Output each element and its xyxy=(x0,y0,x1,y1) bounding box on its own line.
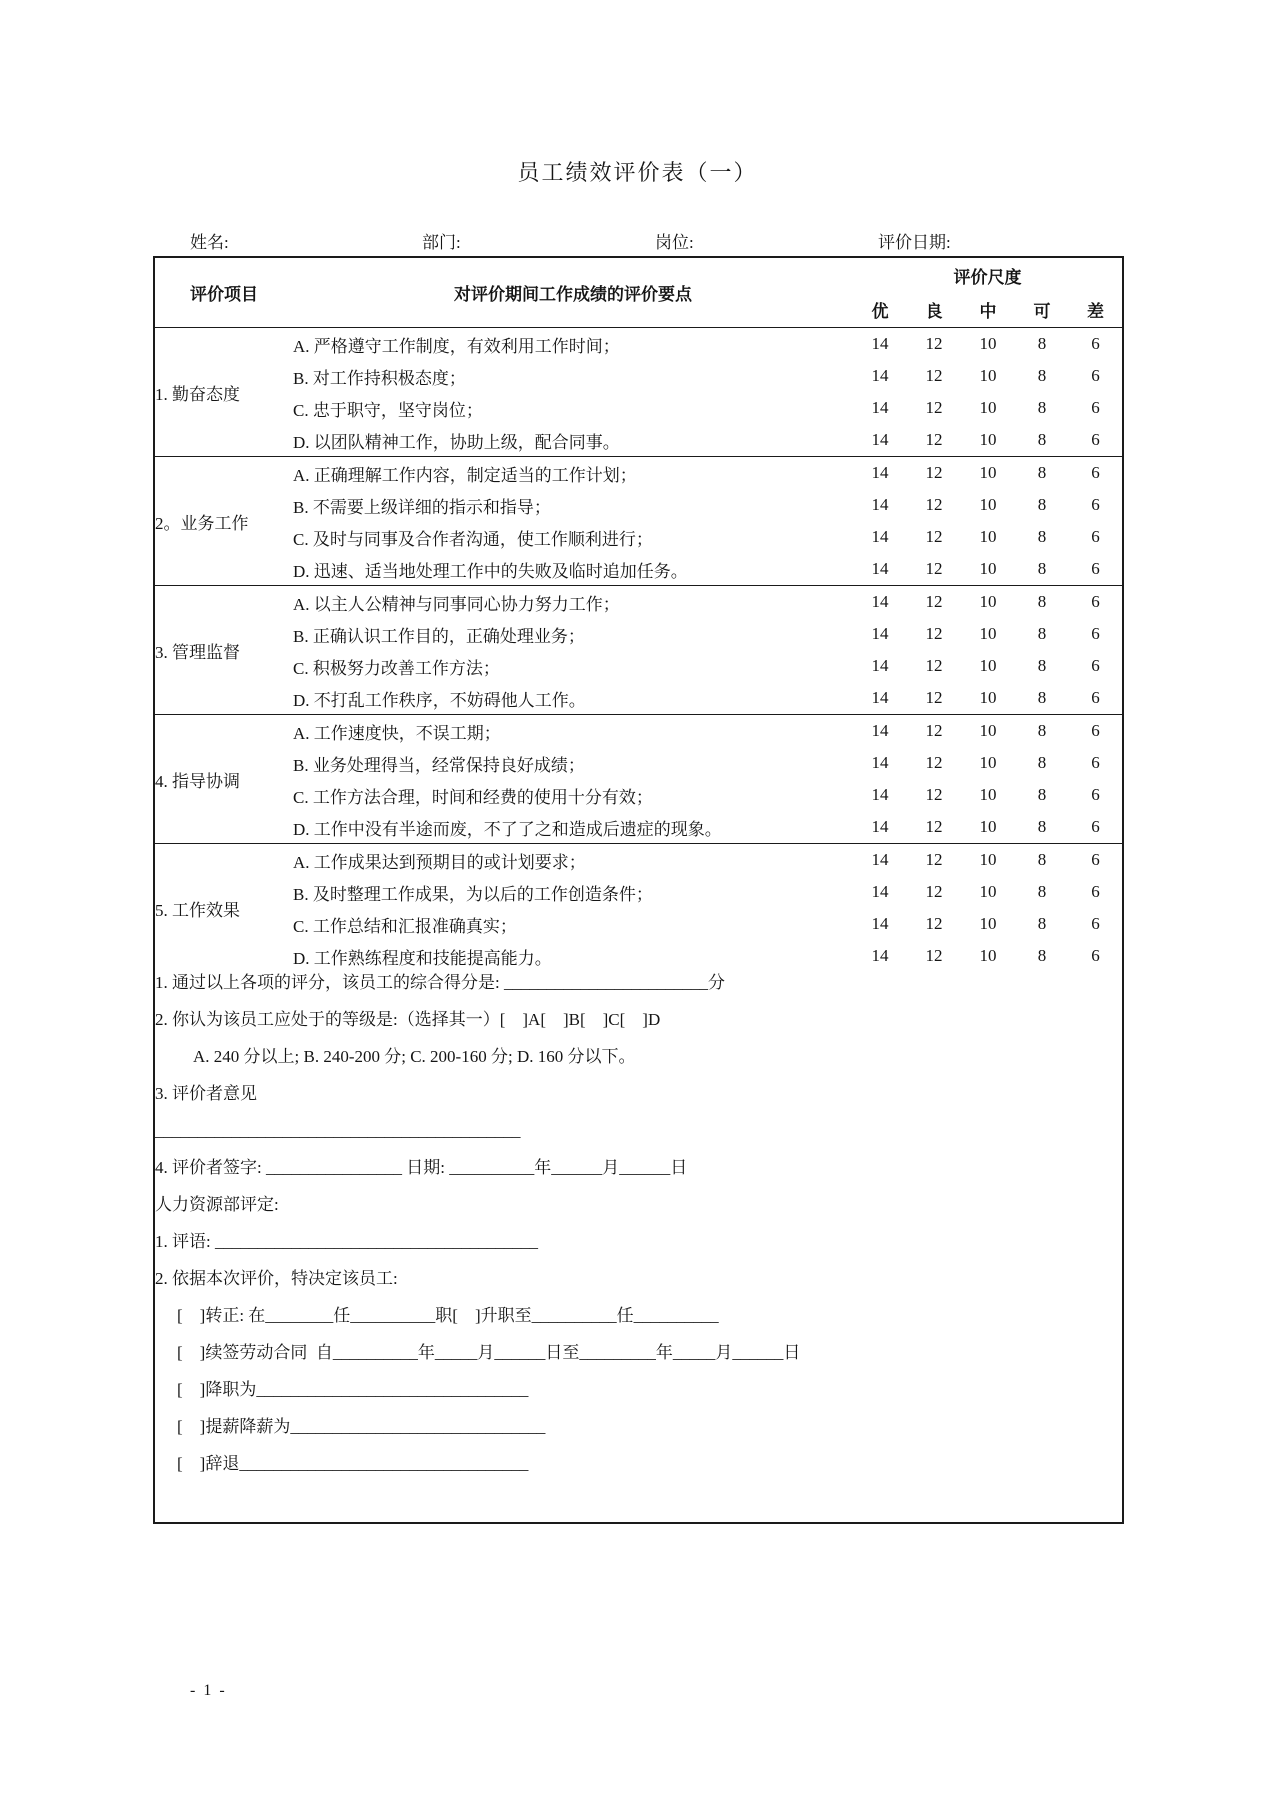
position-label: 岗位: xyxy=(655,233,694,252)
score-value: 10 xyxy=(961,328,1015,361)
score-value: 10 xyxy=(979,527,997,546)
criterion-text: A. 工作速度快，不误工期； xyxy=(293,715,853,748)
score-value: 14 xyxy=(871,914,889,933)
criterion-text: A. 工作成果达到预期目的或计划要求； xyxy=(293,844,853,877)
score-value: 14 xyxy=(853,715,907,748)
criterion-text: C. 及时与同事及合作者沟通，使工作顺利进行； xyxy=(293,529,653,549)
score-value: 12 xyxy=(925,946,943,965)
opinion-blank-line: ___________________________________________ xyxy=(155,1121,521,1140)
table-row xyxy=(154,715,1123,748)
score-value: 10 xyxy=(979,366,997,385)
score-value: 12 xyxy=(925,430,943,449)
meta-row xyxy=(0,228,1280,252)
criterion-text: C. 工作总结和汇报准确真实； xyxy=(293,916,517,936)
name-label: 姓名: xyxy=(190,233,229,252)
column-header-criteria: 对评价期间工作成绩的评价要点 xyxy=(454,285,692,304)
score-value: 10 xyxy=(979,946,997,965)
score-value: 10 xyxy=(979,495,997,514)
score-value: 6 xyxy=(1069,457,1123,490)
criterion-text: C. 积极努力改善工作方法； xyxy=(293,658,500,678)
score-value: 12 xyxy=(907,328,961,361)
criterion-text: B. 不需要上级详细的指示和指导； xyxy=(293,497,551,517)
score-value: 12 xyxy=(907,715,961,748)
score-value: 6 xyxy=(1091,817,1100,836)
score-value: 12 xyxy=(925,882,943,901)
section-label: 3. 管理监督 xyxy=(154,586,293,715)
score-value: 8 xyxy=(1037,753,1047,772)
score-value: 6 xyxy=(1091,753,1100,772)
table-row xyxy=(154,908,1123,940)
table-row xyxy=(154,844,1123,877)
hr-comment-line: 1. 评语: ______________________________________ xyxy=(155,1232,538,1251)
hr-assessment-label: 人力资源部评定: xyxy=(155,1195,279,1214)
page-title: 员工绩效评价表（一） xyxy=(517,160,758,185)
score-value: 8 xyxy=(1037,817,1047,836)
score-value: 12 xyxy=(925,398,943,417)
table-header-row xyxy=(154,257,1123,292)
score-value: 10 xyxy=(979,430,997,449)
score-value: 14 xyxy=(871,495,889,514)
score-value: 14 xyxy=(871,527,889,546)
score-value: 6 xyxy=(1091,527,1100,546)
criterion-text: D. 迅速、适当地处理工作中的失败及临时追加任务。 xyxy=(293,561,688,581)
score-value: 12 xyxy=(907,457,961,490)
decision-confirm-line: [ ]转正: 在________任__________职[ ]升职至__________任__________ xyxy=(177,1306,719,1325)
section-label: 1. 勤奋态度 xyxy=(154,328,293,457)
score-value: 12 xyxy=(907,844,961,877)
score-value: 14 xyxy=(871,753,889,772)
table-row xyxy=(154,779,1123,811)
score-value: 8 xyxy=(1037,882,1047,901)
criterion-text: A. 正确理解工作内容，制定适当的工作计划； xyxy=(293,457,853,490)
score-value: 14 xyxy=(871,946,889,965)
table-row xyxy=(154,553,1123,586)
table-row xyxy=(154,489,1123,521)
score-value: 14 xyxy=(871,882,889,901)
score-value: 8 xyxy=(1037,914,1047,933)
score-value: 8 xyxy=(1037,624,1047,643)
evaluator-signature-line: 4. 评价者签字: ________________ 日期: __________年______月______日 xyxy=(155,1158,688,1177)
criterion-text: D. 以团队精神工作，协助上级，配合同事。 xyxy=(293,432,620,452)
score-value: 10 xyxy=(961,844,1015,877)
criterion-text: A. 严格遵守工作制度，有效利用工作时间； xyxy=(293,328,853,361)
score-value: 6 xyxy=(1091,495,1100,514)
scale-header: 评价尺度 xyxy=(953,267,1022,287)
score-value: 14 xyxy=(871,559,889,578)
score-value: 8 xyxy=(1037,398,1047,417)
score-value: 12 xyxy=(925,817,943,836)
score-value: 8 xyxy=(1037,785,1047,804)
criterion-text: C. 工作方法合理，时间和经费的使用十分有效； xyxy=(293,787,653,807)
score-value: 14 xyxy=(853,457,907,490)
score-value: 12 xyxy=(925,753,943,772)
score-value: 6 xyxy=(1091,656,1100,675)
score-value: 8 xyxy=(1037,366,1047,385)
score-value: 6 xyxy=(1091,559,1100,578)
evaluation-table xyxy=(153,256,1124,1524)
score-value: 6 xyxy=(1069,844,1123,877)
scale-level: 中 xyxy=(979,302,997,321)
page-number: - 1 - xyxy=(190,1682,227,1699)
decision-demote-line: [ ]降职为________________________________ xyxy=(177,1380,529,1399)
hr-decision-label: 2. 依据本次评价，特决定该员工: xyxy=(155,1269,398,1288)
score-value: 10 xyxy=(979,817,997,836)
grade-choice-line: 2. 你认为该员工应处于的等级是:（选择其一）[ ]A[ ]B[ ]C[ ]D xyxy=(155,1010,661,1029)
scale-level: 差 xyxy=(1087,302,1104,321)
score-value: 10 xyxy=(979,559,997,578)
score-value: 14 xyxy=(871,817,889,836)
score-value: 10 xyxy=(979,398,997,417)
criterion-text: A. 以主人公精神与同事同心协力努力工作； xyxy=(293,586,853,619)
score-value: 12 xyxy=(925,527,943,546)
score-value: 12 xyxy=(925,495,943,514)
score-value: 8 xyxy=(1015,715,1069,748)
decision-dismiss-line: [ ]辞退__________________________________ xyxy=(177,1454,529,1473)
score-value: 14 xyxy=(853,586,907,619)
table-row xyxy=(154,876,1123,908)
score-value: 10 xyxy=(979,656,997,675)
section-label: 2。业务工作 xyxy=(154,457,293,586)
score-value: 14 xyxy=(871,688,889,707)
decision-salary-change-line: [ ]提薪降薪为______________________________ xyxy=(177,1417,546,1436)
score-value: 12 xyxy=(925,656,943,675)
score-value: 12 xyxy=(925,366,943,385)
table-row xyxy=(154,747,1123,779)
total-score-line: 1. 通过以上各项的评分，该员工的综合得分是: ________________________分 xyxy=(155,973,725,992)
score-value: 10 xyxy=(979,914,997,933)
department-label: 部门: xyxy=(422,233,461,252)
score-value: 8 xyxy=(1015,328,1069,361)
score-value: 10 xyxy=(979,688,997,707)
score-value: 6 xyxy=(1091,366,1100,385)
table-row xyxy=(154,811,1123,844)
score-value: 6 xyxy=(1069,715,1123,748)
score-value: 8 xyxy=(1037,559,1047,578)
score-value: 14 xyxy=(853,844,907,877)
criterion-text: B. 及时整理工作成果，为以后的工作创造条件； xyxy=(293,884,653,904)
score-value: 6 xyxy=(1091,430,1100,449)
table-row xyxy=(154,521,1123,553)
score-value: 12 xyxy=(925,914,943,933)
section-label: 5. 工作效果 xyxy=(154,844,293,973)
score-value: 12 xyxy=(925,559,943,578)
score-value: 6 xyxy=(1091,688,1100,707)
table-row xyxy=(154,328,1123,361)
score-value: 6 xyxy=(1091,882,1100,901)
evaluation-date-label: 评价日期: xyxy=(878,233,951,252)
score-value: 8 xyxy=(1037,527,1047,546)
score-value: 6 xyxy=(1069,586,1123,619)
summary-section-row xyxy=(154,972,1123,1523)
score-value: 10 xyxy=(961,586,1015,619)
scale-level: 优 xyxy=(871,302,889,321)
score-value: 8 xyxy=(1037,495,1047,514)
table-row xyxy=(154,392,1123,424)
table-row xyxy=(154,940,1123,972)
criterion-text: B. 业务处理得当，经常保持良好成绩； xyxy=(293,755,585,775)
score-value: 12 xyxy=(907,586,961,619)
table-row xyxy=(154,650,1123,682)
criterion-text: B. 正确认识工作目的，正确处理业务； xyxy=(293,626,585,646)
score-value: 12 xyxy=(925,688,943,707)
score-value: 8 xyxy=(1037,688,1047,707)
score-value: 8 xyxy=(1015,844,1069,877)
score-value: 8 xyxy=(1037,946,1047,965)
score-value: 8 xyxy=(1015,586,1069,619)
scale-level: 良 xyxy=(925,302,943,321)
score-value: 10 xyxy=(979,785,997,804)
column-header-item: 评价项目 xyxy=(190,285,258,304)
score-value: 6 xyxy=(1091,946,1100,965)
score-value: 12 xyxy=(925,785,943,804)
section-label: 4. 指导协调 xyxy=(154,715,293,844)
criterion-text: C. 忠于职守，坚守岗位； xyxy=(293,400,483,420)
score-value: 10 xyxy=(961,457,1015,490)
score-value: 8 xyxy=(1037,430,1047,449)
score-value: 14 xyxy=(871,785,889,804)
score-value: 8 xyxy=(1037,656,1047,675)
criterion-text: D. 不打乱工作秩序，不妨碍他人工作。 xyxy=(293,690,586,710)
score-value: 14 xyxy=(871,656,889,675)
table-row xyxy=(154,360,1123,392)
score-value: 14 xyxy=(853,328,907,361)
evaluator-opinion-label: 3. 评价者意见 xyxy=(155,1084,257,1103)
scale-level: 可 xyxy=(1033,302,1051,321)
table-row xyxy=(154,457,1123,490)
criterion-text: D. 工作熟练程度和技能提高能力。 xyxy=(293,948,552,968)
criterion-text: B. 对工作持积极态度； xyxy=(293,368,466,388)
decision-renew-contract-line: [ ]续签劳动合同 自__________年_____月______日至_________年_____月______日 xyxy=(177,1343,801,1362)
table-row xyxy=(154,586,1123,619)
score-value: 6 xyxy=(1091,398,1100,417)
grade-ranges-line: A. 240 分以上; B. 240-200 分; C. 200-160 分; D. 160 分以下。 xyxy=(193,1047,636,1066)
score-value: 10 xyxy=(979,624,997,643)
table-row xyxy=(154,682,1123,715)
score-value: 6 xyxy=(1069,328,1123,361)
score-value: 14 xyxy=(871,624,889,643)
table-row xyxy=(154,618,1123,650)
summary-section xyxy=(154,972,1123,1523)
table-row xyxy=(154,424,1123,457)
score-value: 6 xyxy=(1091,785,1100,804)
criterion-text: D. 工作中没有半途而废，不了了之和造成后遗症的现象。 xyxy=(293,819,722,839)
score-value: 12 xyxy=(925,624,943,643)
score-value: 10 xyxy=(979,882,997,901)
score-value: 6 xyxy=(1091,914,1100,933)
score-value: 14 xyxy=(871,430,889,449)
score-value: 6 xyxy=(1091,624,1100,643)
score-value: 10 xyxy=(961,715,1015,748)
score-value: 8 xyxy=(1015,457,1069,490)
score-value: 14 xyxy=(871,366,889,385)
score-value: 14 xyxy=(871,398,889,417)
score-value: 10 xyxy=(979,753,997,772)
